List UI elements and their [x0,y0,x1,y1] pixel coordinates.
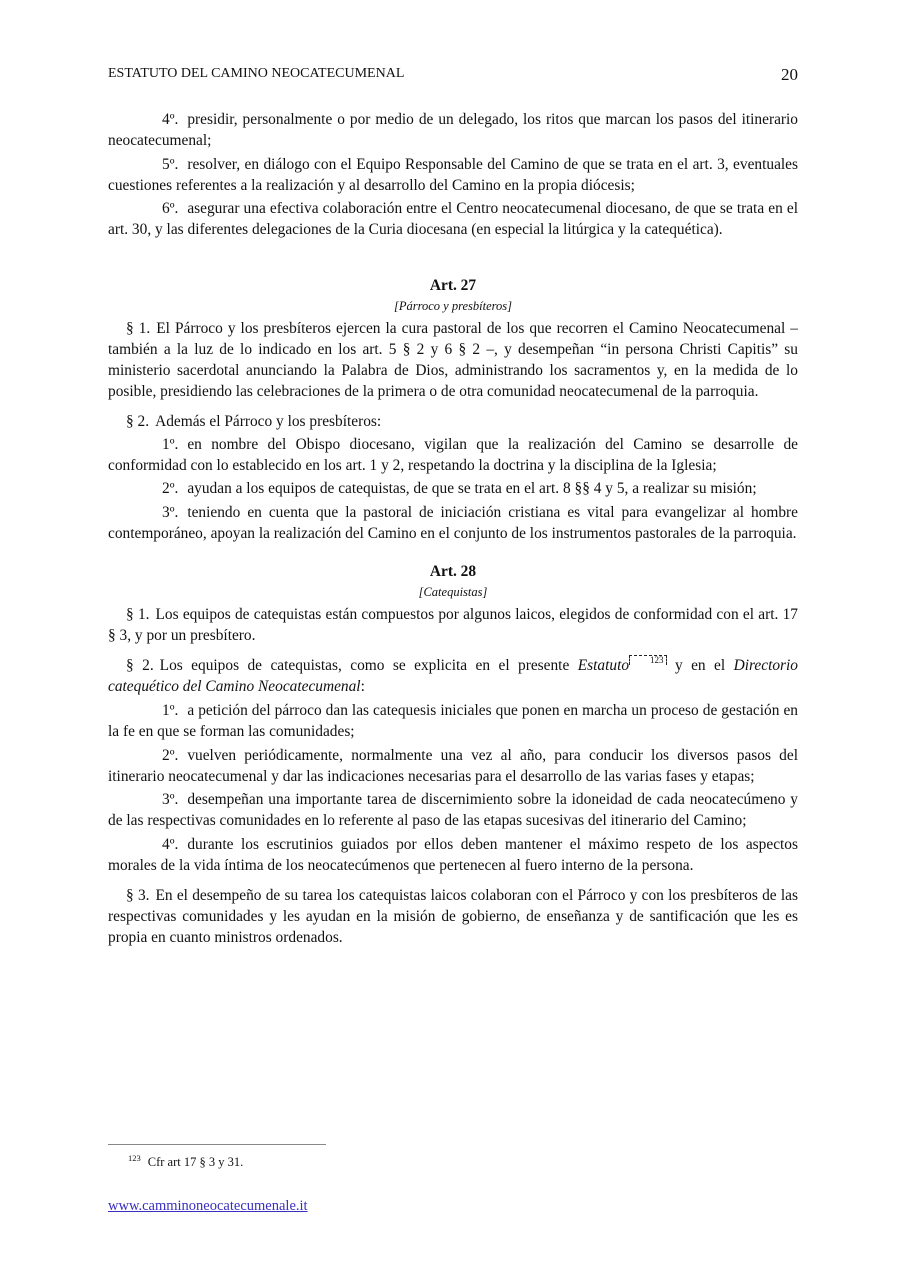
italic-title: Directorio catequético del Camino Neocatecumenal [108,657,798,695]
item-number: 4º. [162,111,179,128]
paragraph [108,885,798,948]
article-27-subtitle: [Párroco y presbíteros] [393,298,513,313]
header-title: ESTATUTO DEL CAMINO NEOCATECUMENAL [108,66,405,81]
footnote [128,1153,243,1170]
italic-term: Estatuto [577,657,630,674]
paragraph-text: y en el [666,657,734,674]
section-mark: § 2. [126,412,150,430]
article-28-subtitle: [Catequistas] [418,585,488,599]
footnote-reference[interactable]: 123 [629,655,667,665]
article-28-title: Art. 28 [429,563,477,580]
list-item [108,109,798,151]
section-mark: § 2. [126,657,154,674]
item-text: durante los escrutinios guiados por ellos deben mantener el máximo respeto de los aspectos morales de la vida íntima de los neocatecúmenos que pertenecen al fuero interno de la persona. [108,835,798,874]
footnote-text: Cfr art 17 § 3 y 31. [147,1155,244,1170]
item-number: 4º. [162,835,179,853]
footnote-number: 123 [128,1153,141,1163]
list-item [108,700,798,742]
paragraph [108,318,798,402]
article-27-title: Art. 27 [429,276,477,294]
item-number: 6º. [162,200,179,217]
website-link[interactable]: www.camminoneocatecumenale.it [108,1198,308,1214]
paragraph [108,655,798,697]
list-item [108,789,798,831]
item-number: 1º. [162,435,179,453]
footnote-divider [108,1144,326,1145]
paragraph-text: Los equipos de catequistas, como se explicita en el presente [159,657,578,674]
item-text: asegurar una efectiva colaboración entre el Centro neocatecumenal diocesano, de que se trata en el art. 30, y las diferentes delegaciones de la Curia diocesana (en especial la litúrgica y la catequética). [108,200,798,238]
item-text: resolver, en diálogo con el Equipo Responsable del Camino de que se trata en el art. 3, eventuales cuestiones referentes a la realización y al desarrollo del Camino en la propia diócesis; [108,155,798,194]
item-text: teniendo en cuenta que la pastoral de iniciación cristiana es vital para evangelizar al hombre contemporáneo, apoyan la realización del Camino en el conjunto de los instrumentos pastorales de la parroquia. [108,503,798,542]
item-text: ayudan a los equipos de catequistas, de que se trata en el art. 8 §§ 4 y 5, a realizar su misión; [187,480,757,497]
item-number: 2º. [162,480,179,497]
item-text: desempeñan una importante tarea de discernimiento sobre la idoneidad de cada neocatecúmeno y de las respectivas comunidades en lo referente al paso de las etapas sucesivas del itinerario del Camino; [108,791,798,829]
list-item [108,502,798,544]
paragraph [108,604,798,646]
section-mark: § 3. [126,886,150,904]
list-item [108,478,798,499]
item-number: 3º. [162,503,179,521]
item-text: en nombre del Obispo diocesano, vigilan que la realización del Camino se desarrolle de conformidad con lo establecido en los art. 1 y 2, respetando la doctrina y la disciplina de la Iglesia; [108,435,798,474]
item-text: a petición del párroco dan las catequesis iniciales que ponen en marcha un proceso de gestación en la fe en que se forman las comunidades; [108,702,798,740]
section-mark: § 1. [126,606,150,623]
item-number: 5º. [162,155,179,173]
list-item [108,745,798,787]
document-body [108,109,798,957]
paragraph-text: En el desempeño de su tarea los catequistas laicos colaboran con el Párroco y con los presbíteros de las respectivas comunidades y les ayudan en la misión de gobierno, de enseñanza y de santificación que les es propia en cuanto ministros ordenados. [108,886,798,946]
item-number: 1º. [162,702,179,719]
page-number: 20 [781,65,798,84]
list-item [108,434,798,476]
item-text: vuelven periódicamente, normalmente una vez al año, para conducir los diversos pasos del itinerario neocatecumenal y dar las indicaciones necesarias para el desarrollo de las varias fases y etapas; [108,746,798,785]
item-number: 3º. [162,791,179,808]
list-item [108,834,798,876]
item-number: 2º. [162,746,179,764]
list-item [108,154,798,196]
item-text: presidir, personalmente o por medio de un delegado, los ritos que marcan los pasos del itinerario neocatecumenal; [108,111,798,149]
section-mark: § 1. [126,319,151,337]
paragraph-text: : [360,678,365,695]
paragraph-text: El Párroco y los presbíteros ejercen la cura pastoral de los que recorren el Camino Neocatecumenal – también a la luz de lo indicado en los art. 5 § 2 y 6 § 2 –, y desempeñan “in persona Christi Capitis” su ministerio sacerdotal anunciando la Palabra de Dios, administrando los sacramentos y, en la medida de lo posible, presidiendo las celebraciones de la primera o de otra comunidad neocatecumenal de la parroquia. [108,319,798,400]
paragraph [108,411,798,432]
paragraph-text: Los equipos de catequistas están compuestos por algunos laicos, elegidos de conformidad con el art. 17 § 3, y por un presbítero. [108,606,798,644]
paragraph-text: Además el Párroco y los presbíteros: [155,412,382,430]
list-item [108,198,798,240]
